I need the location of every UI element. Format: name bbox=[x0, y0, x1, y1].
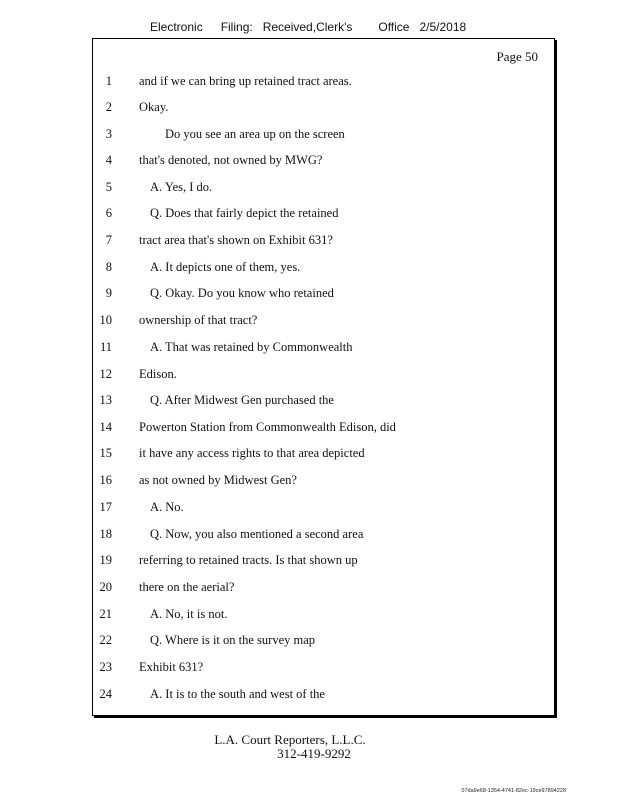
line-number: 7 bbox=[105, 233, 112, 247]
line-text: A. That was retained by Commonwealth bbox=[150, 340, 353, 354]
transcript-line bbox=[0, 283, 555, 303]
transcript-line bbox=[0, 550, 555, 570]
transcript-line bbox=[0, 390, 555, 410]
line-text: A. No. bbox=[150, 500, 184, 514]
transcript-line bbox=[0, 97, 555, 117]
transcript-line bbox=[0, 177, 555, 197]
transcript-line bbox=[0, 310, 555, 330]
line-text: Okay. bbox=[139, 100, 169, 114]
transcript-line bbox=[0, 203, 555, 223]
reporter-company: L.A. Court Reporters, L.L.C. bbox=[214, 732, 366, 747]
line-text: that's denoted, not owned by MWG? bbox=[139, 153, 323, 167]
transcript-line bbox=[0, 417, 555, 437]
line-text: there on the aerial? bbox=[139, 580, 235, 594]
filing-header-word: Office bbox=[378, 20, 410, 34]
transcript-line bbox=[0, 71, 555, 91]
line-text: referring to retained tracts. Is that shown up bbox=[139, 553, 358, 567]
page-number: Page 50 bbox=[496, 49, 538, 64]
line-number: 14 bbox=[99, 420, 112, 434]
transcript-line bbox=[0, 524, 555, 544]
line-text: Edison. bbox=[139, 367, 177, 381]
transcript-line bbox=[0, 150, 555, 170]
line-text: as not owned by Midwest Gen? bbox=[139, 473, 297, 487]
document-id: 07da9e68-1354-4741-82ec-19ce97894228 bbox=[461, 788, 566, 794]
transcript-line bbox=[0, 364, 555, 384]
line-number: 23 bbox=[99, 660, 112, 674]
line-text: Q. Now, you also mentioned a second area bbox=[150, 527, 364, 541]
line-text: Q. Where is it on the survey map bbox=[150, 633, 316, 647]
line-number: 17 bbox=[99, 500, 112, 514]
line-number: 2 bbox=[105, 100, 112, 114]
transcript-line bbox=[0, 257, 555, 277]
line-text: Powerton Station from Commonwealth Edison, did bbox=[139, 420, 396, 434]
line-number: 13 bbox=[99, 393, 112, 407]
transcript-line bbox=[0, 657, 555, 677]
line-number: 6 bbox=[105, 206, 112, 220]
transcript-line bbox=[0, 497, 555, 517]
line-text: Q. Okay. Do you know who retained bbox=[150, 286, 334, 300]
line-text: Q. Does that fairly depict the retained bbox=[150, 206, 339, 220]
line-number: 18 bbox=[99, 527, 112, 541]
line-text: ownership of that tract? bbox=[139, 313, 258, 327]
transcript-line bbox=[0, 684, 555, 704]
line-text: and if we can bring up retained tract areas. bbox=[139, 74, 352, 88]
transcript-line bbox=[0, 230, 555, 250]
line-number: 11 bbox=[99, 340, 112, 354]
filing-header-date: 2/5/2018 bbox=[419, 20, 467, 34]
line-text: tract area that's shown on Exhibit 631? bbox=[139, 233, 333, 247]
transcript-line bbox=[0, 470, 555, 490]
line-number: 19 bbox=[99, 553, 112, 567]
line-text: it have any access rights to that area depicted bbox=[139, 446, 365, 460]
line-number: 8 bbox=[105, 260, 112, 274]
line-number: 20 bbox=[99, 580, 112, 594]
line-number: 3 bbox=[105, 127, 112, 141]
transcript-line bbox=[0, 604, 555, 624]
line-text: Exhibit 631? bbox=[139, 660, 204, 674]
line-number: 10 bbox=[99, 313, 112, 327]
filing-header-word: Filing: bbox=[220, 20, 253, 34]
filing-header-word: Received,Clerk's bbox=[262, 20, 353, 34]
transcript-line bbox=[0, 630, 555, 650]
line-text: Q. After Midwest Gen purchased the bbox=[150, 393, 334, 407]
electronic-filing-header bbox=[150, 20, 466, 34]
line-number: 16 bbox=[99, 473, 112, 487]
line-number: 1 bbox=[105, 74, 112, 88]
line-text: A. Yes, I do. bbox=[150, 180, 213, 194]
line-number: 24 bbox=[99, 687, 112, 701]
line-text: Do you see an area up on the screen bbox=[165, 127, 345, 141]
line-number: 4 bbox=[105, 153, 112, 167]
line-number: 21 bbox=[99, 607, 112, 621]
transcript-line bbox=[0, 124, 555, 144]
transcript-line bbox=[0, 337, 555, 357]
transcript-line bbox=[0, 577, 555, 597]
transcript-line bbox=[0, 443, 555, 463]
line-number: 15 bbox=[99, 446, 112, 460]
filing-header-word: Electronic bbox=[150, 20, 203, 34]
line-text: A. It is to the south and west of the bbox=[150, 687, 325, 701]
line-number: 12 bbox=[99, 367, 112, 381]
court-reporter-footer bbox=[0, 733, 580, 761]
line-number: 5 bbox=[105, 180, 112, 194]
reporter-phone: 312-419-9292 bbox=[277, 746, 351, 761]
line-number: 22 bbox=[99, 633, 112, 647]
line-text: A. No, it is not. bbox=[150, 607, 228, 621]
line-text: A. It depicts one of them, yes. bbox=[150, 260, 301, 274]
line-number: 9 bbox=[105, 286, 112, 300]
